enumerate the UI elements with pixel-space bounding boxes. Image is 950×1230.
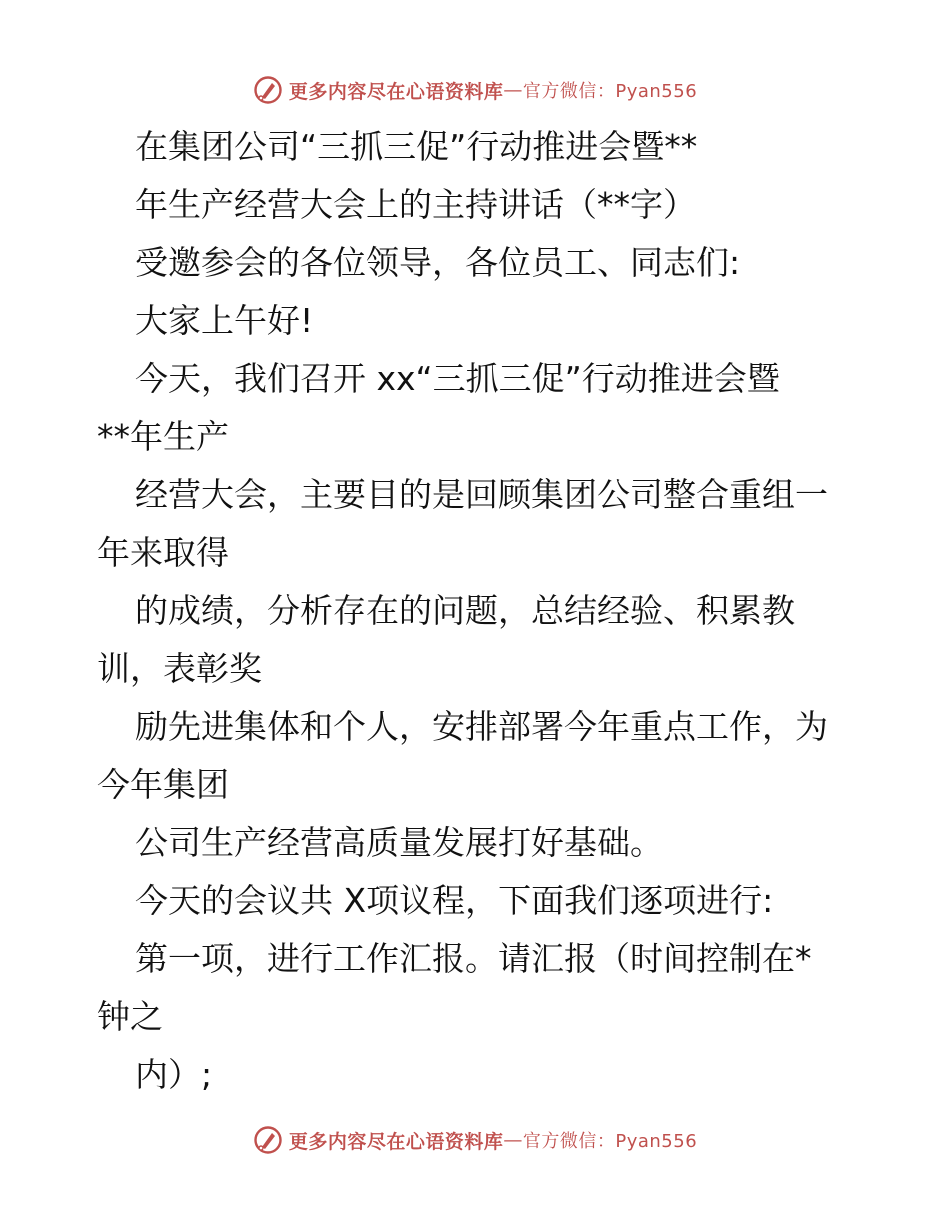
text-line: 今天，我们召开 xx“三抓三促”行动推进会暨: [135, 359, 780, 398]
text-line: 今天的会议共 X项议程，下面我们逐项进行:: [135, 881, 774, 920]
text-line: 钟之: [97, 997, 163, 1036]
banner-separator: —: [503, 1129, 523, 1151]
text-line: 年生产经营大会上的主持讲话（**字）: [135, 185, 696, 224]
document-body: [97, 122, 857, 1108]
text-line: 的成绩，分析存在的问题，总结经验、积累教: [135, 591, 795, 630]
text-line: 训，表彰奖: [97, 649, 262, 688]
pen-nib-logo-icon: [253, 1125, 283, 1155]
text-line: 公司生产经营高质量发展打好基础。: [135, 823, 663, 862]
header-banner: [0, 70, 950, 110]
footer-banner: [0, 1120, 950, 1160]
text-line: 大家上午好!: [135, 301, 314, 340]
text-line: 今年集团: [97, 765, 229, 804]
banner-wechat-text: 官方微信：Pyan556: [522, 1131, 698, 1152]
banner-brand-text: 更多内容尽在心语资料库: [288, 1130, 504, 1153]
text-line: 在集团公司“三抓三促”行动推进会暨**: [135, 127, 698, 166]
banner-wechat-text: 官方微信：Pyan556: [522, 81, 698, 102]
text-line: 受邀参会的各位领导，各位员工、同志们:: [135, 243, 741, 282]
text-line: **年生产: [97, 417, 229, 456]
text-line: 第一项，进行工作汇报。请汇报（时间控制在*: [135, 939, 812, 978]
banner-brand-text: 更多内容尽在心语资料库: [288, 80, 504, 103]
banner-separator: —: [503, 79, 523, 101]
text-line: 年来取得: [97, 533, 229, 572]
text-line: 励先进集体和个人，安排部署今年重点工作，为: [135, 707, 828, 746]
text-line: 内）;: [135, 1055, 213, 1094]
text-line: 经营大会，主要目的是回顾集团公司整合重组一: [135, 475, 828, 514]
pen-nib-logo-icon: [253, 75, 283, 105]
